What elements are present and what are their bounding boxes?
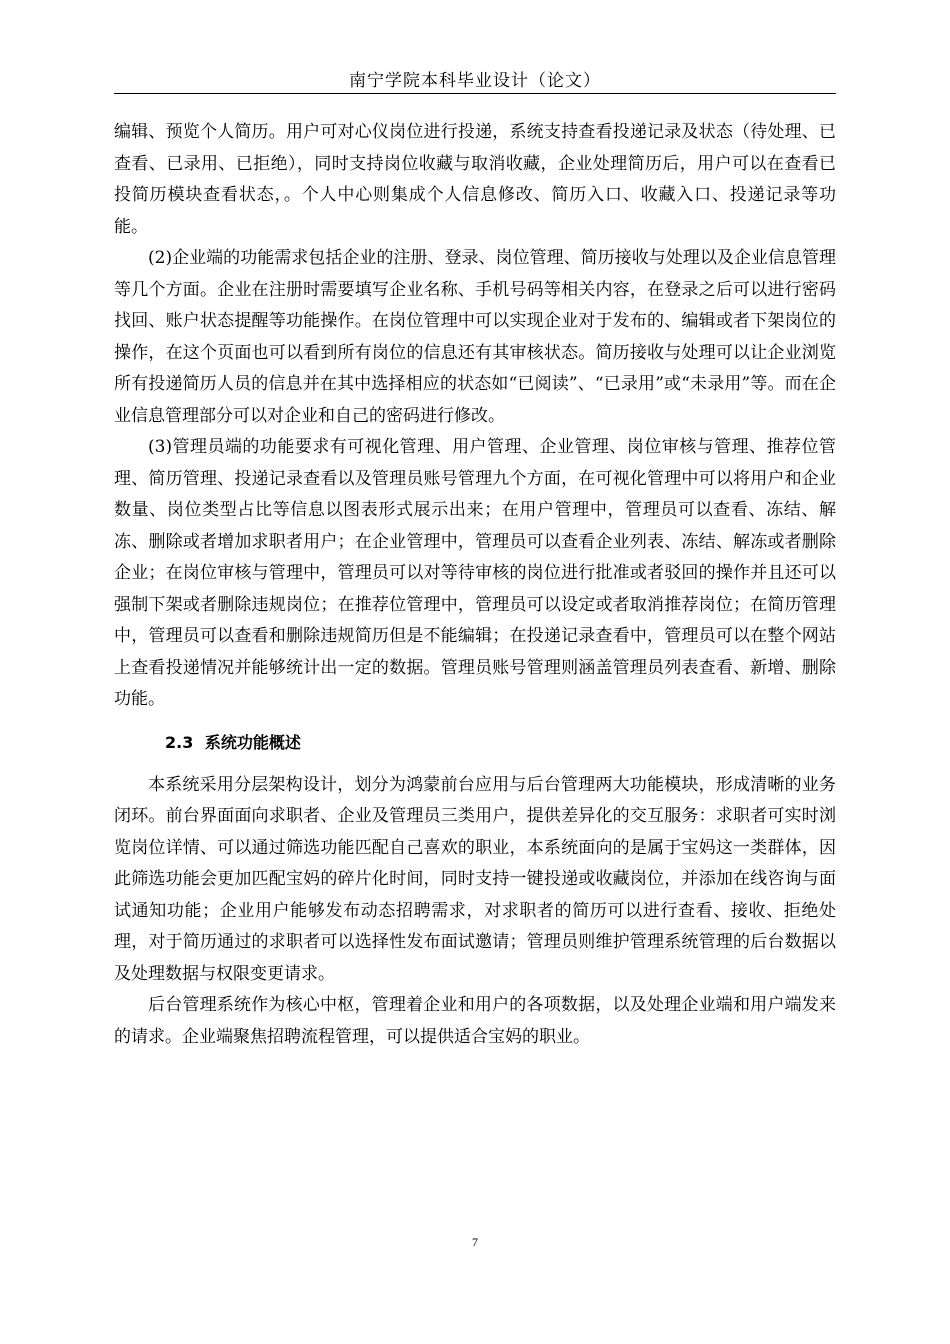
section-title: 系统功能概述 <box>204 732 301 752</box>
paragraph-system-overview: 本系统采用分层架构设计，划分为鸿蒙前台应用与后台管理两大功能模块，形成清晰的业务闭环。前台界面面向求职者、企业及管理员三类用户，提供差异化的交互服务：求职者可实时浏览岗位详情、可以通过筛选功能匹配自己喜欢的职业，本系统面向的是属于宝妈这一类群体，因此筛选功能会更加匹配宝妈的碎片化时间，同时支持一键投递或收藏岗位，并添加在线咨询与面试通知功能；企业用户能够发布动态招聘需求，对求职者的简历可以进行查看、接收、拒绝处理，对于简历通过的求职者可以选择性发布面试邀请；管理员则维护管理系统管理的后台数据以及处理数据与权限变更请求。 <box>114 774 836 984</box>
paragraph-enterprise-requirements: (2)企业端的功能需求包括企业的注册、登录、岗位管理、简历接收与处理以及企业信息管理等几个方面。企业在注册时需要填写企业名称、手机号码等相关内容，在登录之后可以进行密码找回、账户状态提醒等功能操作。在岗位管理中可以实现企业对于发布的、编辑或者下架岗位的操作，在这个页面也可以看到所有岗位的信息还有其审核状态。简历接收与处理可以让企业浏览所有投递简历人员的信息并在其中选择相应的状态如“已阅读”、“已录用”或“未录用”等。而在企业信息管理部分可以对企业和自己的密码进行修改。 <box>114 248 836 426</box>
paragraph-user-features-continued: 编辑、预览个人简历。用户可对心仪岗位进行投递，系统支持查看投递记录及状态（待处理、已查看、已录用、已拒绝），同时支持岗位收藏与取消收藏，企业处理简历后，用户可以在查看已投简历模块查看状态，。个人中心则集成个人信息修改、简历入口、收藏入口、投递记录等功能。 <box>114 122 836 237</box>
header-divider <box>114 93 836 94</box>
page-header-title: 南宁学院本科毕业设计（论文） <box>349 71 601 91</box>
paragraph-admin-requirements: (3)管理员端的功能要求有可视化管理、用户管理、企业管理、岗位审核与管理、推荐位管理、简历管理、投递记录查看以及管理员账号管理九个方面，在可视化管理中可以将用户和企业数量、岗位类型占比等信息以图表形式展示出来；在用户管理中，管理员可以查看、冻结、解冻、删除或者增加求职者用户；在企业管理中，管理员可以查看企业列表、冻结、解冻或者删除企业；在岗位审核与管理中，管理员可以对等待审核的岗位进行批准或者驳回的操作并且还可以强制下架或者删除违规岗位；在推荐位管理中，管理员可以设定或者取消推荐岗位；在简历管理中，管理员可以查看和删除违规简历但是不能编辑；在投递记录查看中，管理员可以在整个网站上查看投递情况并能够统计出一定的数据。管理员账号管理则涵盖管理员列表查看、新增、删除功能。 <box>114 437 836 709</box>
document-body <box>114 117 836 1053</box>
section-heading <box>114 723 836 763</box>
paragraph-backend-overview: 后台管理系统作为核心中枢，管理着企业和用户的各项数据，以及处理企业端和用户端发来的请求。企业端聚焦招聘流程管理，可以提供适合宝妈的职业。 <box>114 995 836 1047</box>
section-number: 2.3 <box>165 732 194 752</box>
page-number: 7 <box>472 1235 478 1249</box>
